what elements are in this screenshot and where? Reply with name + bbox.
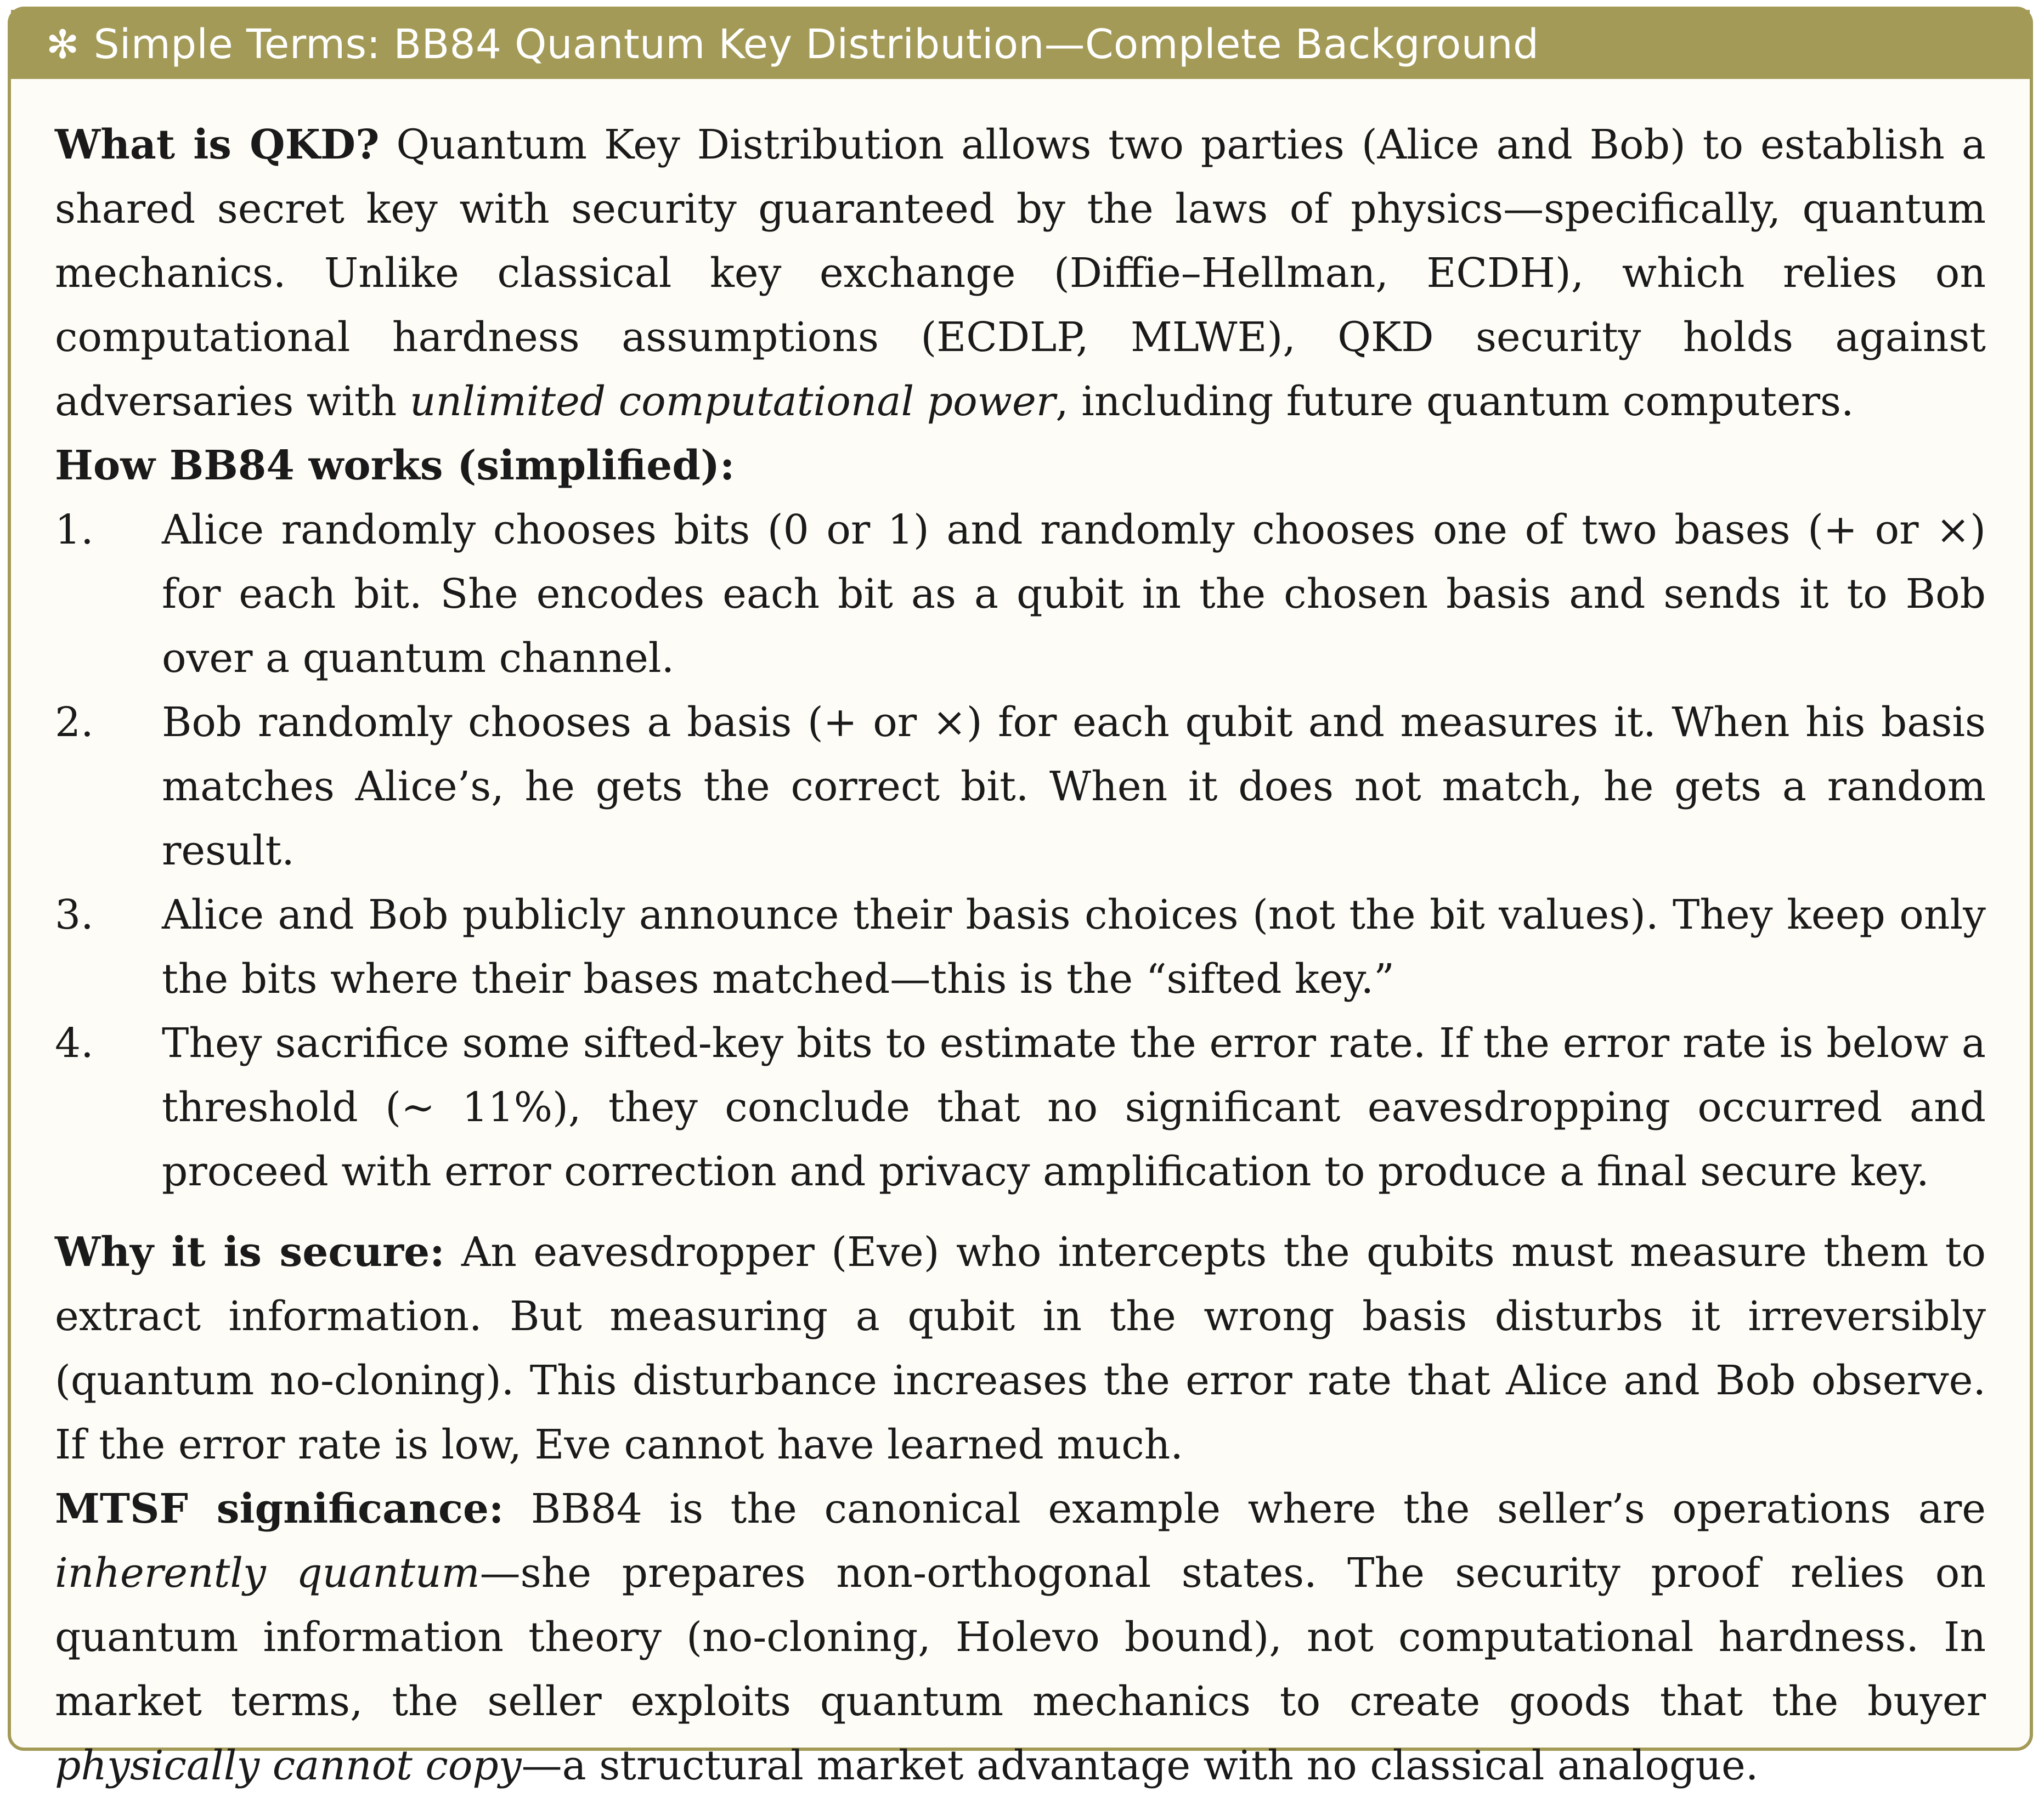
mtsf-emphasis-2: physically cannot copy [55, 1742, 522, 1789]
spacer [55, 1204, 1986, 1220]
mtsf-text-2: —she prepares non-orthogonal states. The security proof relies on quantum information theory (no-cloning, Holevo bound), not computational hardness. In market terms, the seller exploits quantum mechanics to create goods that the buyer [55, 1550, 1986, 1725]
mtsf-text-3: —a structural market advantage with no classical analogue. [521, 1742, 1759, 1789]
step-text: Alice randomly chooses bits (0 or 1) and randomly chooses one of two bases (+ or ×) for each bit. She encodes each bit as a qubit in the chosen basis and sends it to Bob over a quantum channel. [162, 506, 1986, 682]
asterisk-icon: ✻ [46, 21, 80, 67]
list-item [55, 691, 1986, 883]
step-number: 2. [55, 699, 94, 746]
what-is-qkd-text-2: , including future quantum computers. [1055, 378, 1854, 425]
mtsf-emphasis-1: inherently quantum [55, 1550, 480, 1597]
box-body [55, 113, 1986, 1798]
mtsf-paragraph [55, 1477, 1986, 1798]
why-secure-lead: Why it is secure: [55, 1229, 445, 1276]
bb84-steps-list [55, 498, 1986, 1204]
step-number: 3. [55, 891, 94, 938]
list-item [55, 1011, 1986, 1204]
list-item [55, 498, 1986, 691]
box-title: Simple Terms: BB84 Quantum Key Distribution—Complete Background [93, 21, 1539, 68]
how-bb84-heading-paragraph [55, 434, 1986, 498]
step-text: Bob randomly chooses a basis (+ or ×) for each qubit and measures it. When his basis matches Alice’s, he gets the correct bit. When it does not match, he gets a random result. [162, 699, 1986, 874]
step-number: 4. [55, 1020, 94, 1067]
why-secure-paragraph [55, 1220, 1986, 1477]
how-bb84-heading: How BB84 works (simplified): [55, 442, 735, 489]
list-item [55, 883, 1986, 1011]
mtsf-lead: MTSF significance: [55, 1485, 504, 1533]
step-text: Alice and Bob publicly announce their basis choices (not the bit values). They keep only the bits where their bases matched—this is the “sifted key.” [162, 891, 1986, 1003]
simple-terms-box [8, 7, 2033, 1789]
what-is-qkd-lead: What is QKD? [55, 121, 380, 168]
what-is-qkd-text-1: Quantum Key Distribution allows two parties (Alice and Bob) to establish a shared secret key with security guaranteed by the laws of physics—specifically, quantum mechanics. Unlike classical key exchange (Diffie–Hellman, ECDH), which relies on computational hardness assumptions (ECDLP, MLWE), QKD security holds against adversaries with [55, 121, 1986, 425]
step-text: They sacrifice some sifted-key bits to estimate the error rate. If the error rate is below a threshold (∼ 11%), they conclude that no significant eavesdropping occurred and proceed with error correction and privacy amplification to produce a final secure key. [162, 1020, 1986, 1195]
step-number: 1. [55, 506, 94, 553]
what-is-qkd-paragraph [55, 113, 1986, 434]
what-is-qkd-emphasis: unlimited computational power [409, 378, 1056, 425]
box-header [11, 10, 2030, 79]
mtsf-text-1: BB84 is the canonical example where the seller’s operations are [504, 1485, 1986, 1533]
why-secure-text: An eavesdropper (Eve) who intercepts the qubits must measure them to extract information. But measuring a qubit in the wrong basis disturbs it irreversibly (quantum no-cloning). This disturbance increases the error rate that Alice and Bob observe. If the error rate is low, Eve cannot have learned much. [55, 1229, 1986, 1468]
